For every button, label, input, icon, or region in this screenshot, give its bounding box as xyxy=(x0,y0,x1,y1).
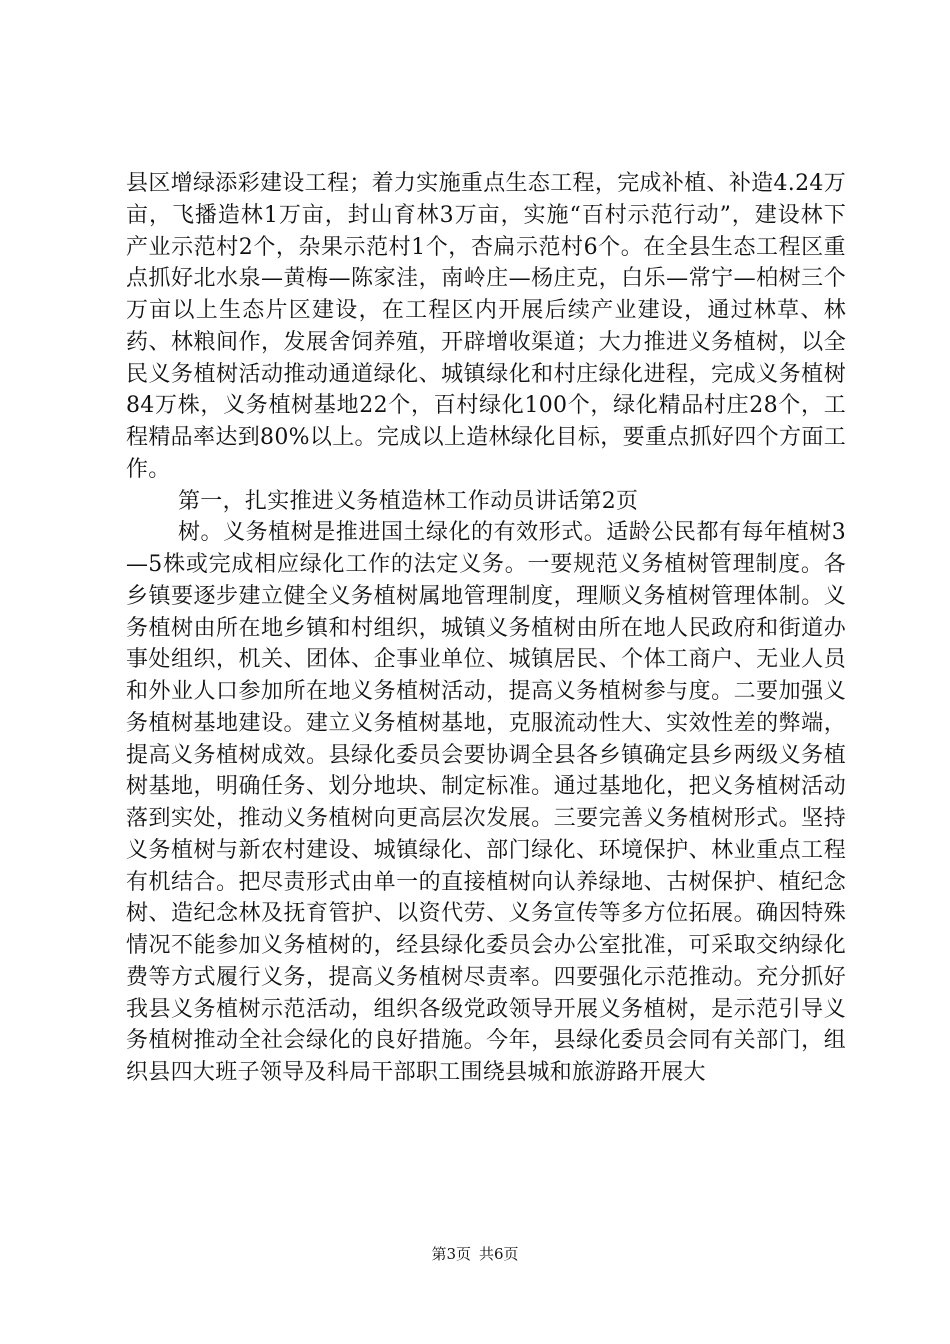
paragraph-continued: 县区增绿添彩建设工程；着力实施重点生态工程，完成补植、补造4.24万亩，飞播造林1万亩，封山育林3万亩，实施“百村示范行动”，建设林下产业示范村2个，杂果示范村1个，杏扁示范村6个。在全县生态工程区重点抓好北水泉—黄梅—陈家洼，南岭庄—杨庄克，白乐—常宁—柏树三个万亩以上生态片区建设，在工程区内开展后续产业建设，通过林草、林药、林粮间作，发展舍饲养殖，开辟增收渠道；大力推进义务植树，以全民义务植树活动推动通道绿化、城镇绿化和村庄绿化进程，完成义务植树84万株，义务植树基地22个，百村绿化100个，绿化精品村庄28个，工程精品率达到80%以上。完成以上造林绿化目标，要重点抓好四个方面工作。 xyxy=(126,171,846,482)
page-number: 第3页 xyxy=(431,1245,471,1263)
page-footer xyxy=(0,1244,950,1264)
section-heading: 第一，扎实推进义务植造林工作动员讲话第2页 xyxy=(178,488,639,514)
page-total: 共6页 xyxy=(479,1245,519,1263)
document-body xyxy=(126,168,846,1089)
paragraph-body: 树。义务植树是推进国土绿化的有效形式。适龄公民都有每年植树3—5株或完成相应绿化工作的法定义务。一要规范义务植树管理制度。各乡镇要逐步建立健全义务植树属地管理制度，理顺义务植树管理体制。义务植树由所在地乡镇和村组织，城镇义务植树由所在地人民政府和街道办事处组织，机关、团体、企事业单位、城镇居民、个体工商户、无业人员和外业人口参加所在地义务植树活动，提高义务植树参与度。二要加强义务植树基地建设。建立义务植树基地，克服流动性大、实效性差的弊端，提高义务植树成效。县绿化委员会要协调全县各乡镇确定县乡两级义务植树基地，明确任务、划分地块、制定标准。通过基地化，把义务植树活动落到实处，推动义务植树向更高层次发展。三要完善义务植树形式。坚持义务植树与新农村建设、城镇绿化、部门绿化、环境保护、林业重点工程有机结合。把尽责形式由单一的直接植树向认养绿地、古树保护、植纪念树、造纪念林及抚育管护、以资代劳、义务宣传等多方位拓展。确因特殊情况不能参加义务植树的，经县绿化委员会办公室批准，可采取交纳绿化费等方式履行义务，提高义务植树尽责率。四要强化示范推动。充分抓好我县义务植树示范活动，组织各级党政领导开展义务植树，是示范引导义务植树推动全社会绿化的良好措施。今年，县绿化委员会同有关部门，组织县四大班子领导及科局干部职工围绕县城和旅游路开展大 xyxy=(126,520,846,1085)
